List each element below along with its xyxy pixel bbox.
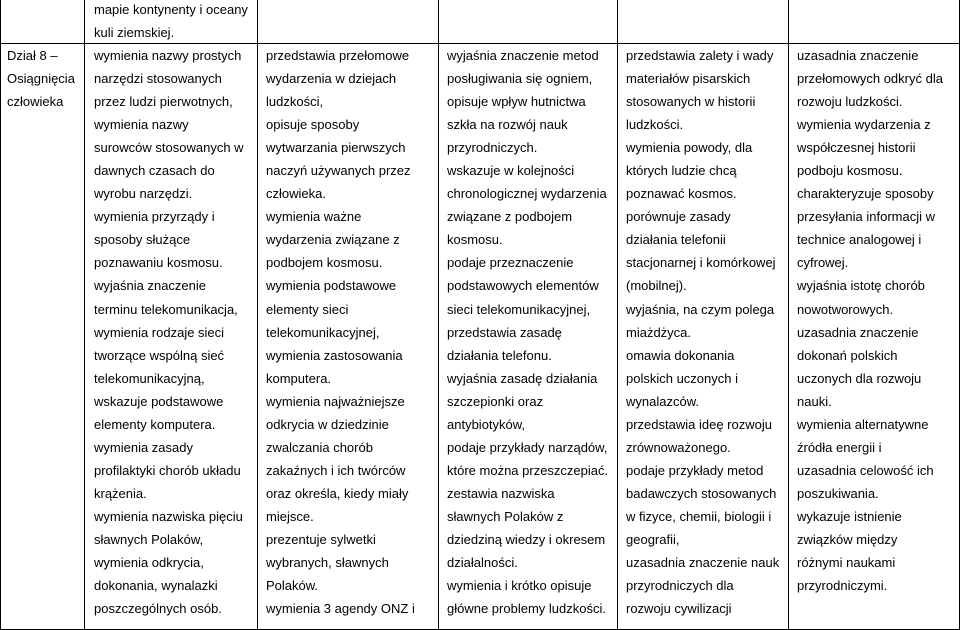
cell-line: zrównoważonego.: [626, 439, 731, 455]
cell-line: podstawowych elementów: [447, 278, 599, 294]
cell-line: przyrodniczych.: [447, 140, 538, 156]
cell-line: szkła na rozwój nauk: [447, 117, 568, 133]
cell-line: przyrodniczymi.: [797, 578, 888, 594]
cell-line: polskich uczonych i: [626, 370, 738, 386]
cell-line: prezentuje sylwetki: [266, 531, 376, 547]
cell-line: wymienia rodzaje sieci: [94, 324, 225, 340]
cell-line: poszczególnych osób.: [94, 601, 222, 617]
cell-line: wydarzenia związane z: [266, 232, 400, 248]
cell-line: mapie kontynenty i oceany: [94, 2, 248, 17]
column-divider-3: [438, 0, 439, 630]
cell-line: działalności.: [447, 555, 518, 571]
cell-line: wskazuje w kolejności: [447, 163, 575, 179]
cell-line: uczonych dla rozwoju: [797, 370, 922, 386]
cell-line: ludzkości,: [266, 94, 324, 110]
cell-line: przez ludzi pierwotnych,: [94, 94, 233, 110]
cell-line: zestawia nazwiska: [447, 485, 555, 501]
column-divider-4: [617, 0, 618, 630]
cell-line: wydarzenia w dziejach: [266, 71, 397, 87]
cell-line: podbojem kosmosu.: [266, 255, 383, 271]
section-col4: [447, 44, 608, 620]
cell-line: oraz określa, kiedy miały: [266, 485, 409, 501]
cell-line: omawia dokonania: [626, 347, 735, 363]
cell-line: związane z podbojem: [447, 209, 573, 225]
top-row-col2: [94, 0, 248, 44]
cell-line: materiałów pisarskich: [626, 71, 751, 87]
cell-line: dokonania, wynalazki: [94, 578, 218, 594]
cell-line: telekomunikacyjną,: [94, 370, 205, 386]
cell-line: podaje przykłady narządów,: [447, 439, 608, 455]
cell-line: wyjaśnia znaczenie: [94, 278, 207, 294]
cell-line: które można przeszczepiać.: [447, 462, 609, 478]
cell-line: źródła energii i: [797, 439, 882, 455]
cell-line: wymienia najważniejsze: [266, 393, 405, 409]
cell-line: Polaków.: [266, 578, 319, 594]
cell-line: wymienia ważne: [266, 209, 362, 225]
cell-line: tworzące wspólną sieć: [94, 347, 225, 363]
cell-line: naczyń używanych przez: [266, 163, 411, 179]
section-col6: [797, 44, 943, 597]
cell-line: ludzkości.: [626, 117, 684, 133]
cell-line: przedstawia zalety i wady: [626, 48, 774, 63]
cell-line: kuli ziemskiej.: [94, 25, 175, 41]
section-label-line: Osiągnięcia: [7, 71, 75, 87]
cell-line: narzędzi stosowanych: [94, 71, 222, 87]
cell-line: opisuje sposoby: [266, 117, 360, 133]
cell-line: główne problemy ludzkości.: [447, 601, 606, 617]
cell-line: uzasadnia znaczenie nauk: [626, 555, 780, 571]
cell-line: wyjaśnia istotę chorób: [797, 278, 925, 294]
cell-line: surowców stosowanych w: [94, 140, 244, 156]
cell-line: dawnych czasach do: [94, 163, 215, 179]
cell-line: współczesnej historii: [797, 140, 916, 156]
cell-line: telekomunikacyjnej,: [266, 324, 380, 340]
table-border-left: [0, 0, 1, 630]
cell-line: wymienia zasady: [94, 439, 193, 455]
cell-line: kosmosu.: [447, 232, 503, 248]
section-col5: [626, 44, 779, 620]
cell-line: wymienia podstawowe: [266, 278, 397, 294]
cell-line: zwalczania chorób: [266, 439, 373, 455]
cell-line: miażdżyca.: [626, 324, 692, 340]
cell-line: rozwoju cywilizacji: [626, 601, 732, 617]
cell-line: wytwarzania pierwszych: [266, 140, 406, 156]
cell-line: poznawaniu kosmosu.: [94, 255, 223, 271]
cell-line: wymienia nazwiska pięciu: [94, 508, 243, 524]
cell-line: działania telefonii: [626, 232, 726, 248]
section-col3: [266, 44, 415, 620]
cell-line: wymienia nazwy: [94, 117, 189, 133]
cell-line: wynalazców.: [626, 393, 699, 409]
cell-line: wyrobu narzędzi.: [94, 186, 193, 202]
column-divider-5: [788, 0, 789, 630]
cell-line: dokonań polskich: [797, 347, 898, 363]
cell-line: antybiotyków,: [447, 416, 526, 432]
cell-line: wymienia i krótko opisuje: [447, 578, 592, 594]
cell-line: działania telefonu.: [447, 347, 552, 363]
section-label-line: człowieka: [7, 94, 64, 110]
cell-line: podboju kosmosu.: [797, 163, 903, 179]
cell-line: przedstawia ideę rozwoju: [626, 416, 772, 432]
cell-line: wymienia powody, dla: [626, 140, 753, 156]
cell-line: wymienia nazwy prostych: [94, 48, 242, 63]
cell-line: krążenia.: [94, 485, 147, 501]
cell-line: miejsce.: [266, 508, 314, 524]
cell-line: w fizyce, chemii, biologii i: [626, 508, 772, 524]
cell-line: cyfrowej.: [797, 255, 849, 271]
cell-line: stosowanych w historii: [626, 94, 756, 110]
section-col2: [94, 44, 244, 620]
cell-line: sposoby służące: [94, 232, 191, 248]
cell-line: chronologicznej wydarzenia: [447, 186, 607, 202]
cell-line: geografii,: [626, 531, 680, 547]
cell-line: elementy komputera.: [94, 416, 216, 432]
cell-line: zakaźnych i ich twórców: [266, 462, 406, 478]
cell-line: wyjaśnia znaczenie metod: [447, 48, 599, 63]
cell-line: wyjaśnia zasadę działania: [447, 370, 598, 386]
cell-line: profilaktyki chorób układu: [94, 462, 241, 478]
cell-line: terminu telekomunikacja,: [94, 301, 238, 317]
cell-line: sławnych Polaków,: [94, 531, 204, 547]
cell-line: różnymi naukami: [797, 555, 896, 571]
column-divider-2: [257, 0, 258, 630]
cell-line: (mobilnej).: [626, 278, 687, 294]
cell-line: sieci telekomunikacyjnej,: [447, 301, 591, 317]
cell-line: uzasadnia znaczenie: [797, 48, 919, 63]
cell-line: opisuje wpływ hutnictwa: [447, 94, 586, 110]
cell-line: uzasadnia znaczenie: [797, 324, 919, 340]
cell-line: przedstawia zasadę: [447, 324, 562, 340]
cell-line: komputera.: [266, 370, 332, 386]
cell-line: których ludzie chcą: [626, 163, 737, 179]
column-divider-1: [84, 0, 85, 630]
cell-line: wybranych, sławnych: [266, 555, 389, 571]
section-label: [7, 44, 75, 113]
cell-line: wymienia alternatywne: [797, 416, 929, 432]
cell-line: badawczych stosowanych: [626, 485, 777, 501]
cell-line: przełomowych odkryć dla: [797, 71, 943, 87]
section-label-line: Dział 8 –: [7, 48, 58, 63]
cell-line: poszukiwania.: [797, 485, 879, 501]
cell-line: technice analogowej i: [797, 232, 922, 248]
cell-line: wymienia przyrządy i: [94, 209, 215, 225]
cell-line: wymienia wydarzenia z: [797, 117, 931, 133]
cell-line: nowotworowych.: [797, 301, 894, 317]
cell-line: podaje przykłady metod: [626, 462, 764, 478]
cell-line: szczepionki oraz: [447, 393, 544, 409]
cell-line: stacjonarnej i komórkowej: [626, 255, 776, 271]
cell-line: elementy sieci: [266, 301, 349, 317]
cell-line: sławnych Polaków z: [447, 508, 564, 524]
cell-line: wymienia 3 agendy ONZ i: [266, 601, 415, 617]
cell-line: odkrycia w dziedzinie: [266, 416, 389, 432]
cell-line: podaje przeznaczenie: [447, 255, 574, 271]
cell-line: człowieka.: [266, 186, 326, 202]
cell-line: dziedziną wiedzy i okresem: [447, 531, 606, 547]
cell-line: wymienia odkrycia,: [94, 555, 204, 571]
cell-line: posługiwania się ogniem,: [447, 71, 593, 87]
cell-line: poznawać kosmos.: [626, 186, 737, 202]
cell-line: charakteryzuje sposoby: [797, 186, 934, 202]
cell-line: przedstawia przełomowe: [266, 48, 410, 63]
cell-line: przyrodniczych dla: [626, 578, 734, 594]
cell-line: rozwoju ludzkości.: [797, 94, 903, 110]
cell-line: przesyłania informacji w: [797, 209, 935, 225]
cell-line: porównuje zasady: [626, 209, 731, 225]
cell-line: wskazuje podstawowe: [94, 393, 224, 409]
cell-line: uzasadnia celowość ich: [797, 462, 934, 478]
cell-line: wyjaśnia, na czym polega: [626, 301, 775, 317]
cell-line: wymienia zastosowania: [266, 347, 403, 363]
cell-line: wykazuje istnienie: [797, 508, 902, 524]
cell-line: nauki.: [797, 393, 832, 409]
cell-line: związków między: [797, 531, 898, 547]
